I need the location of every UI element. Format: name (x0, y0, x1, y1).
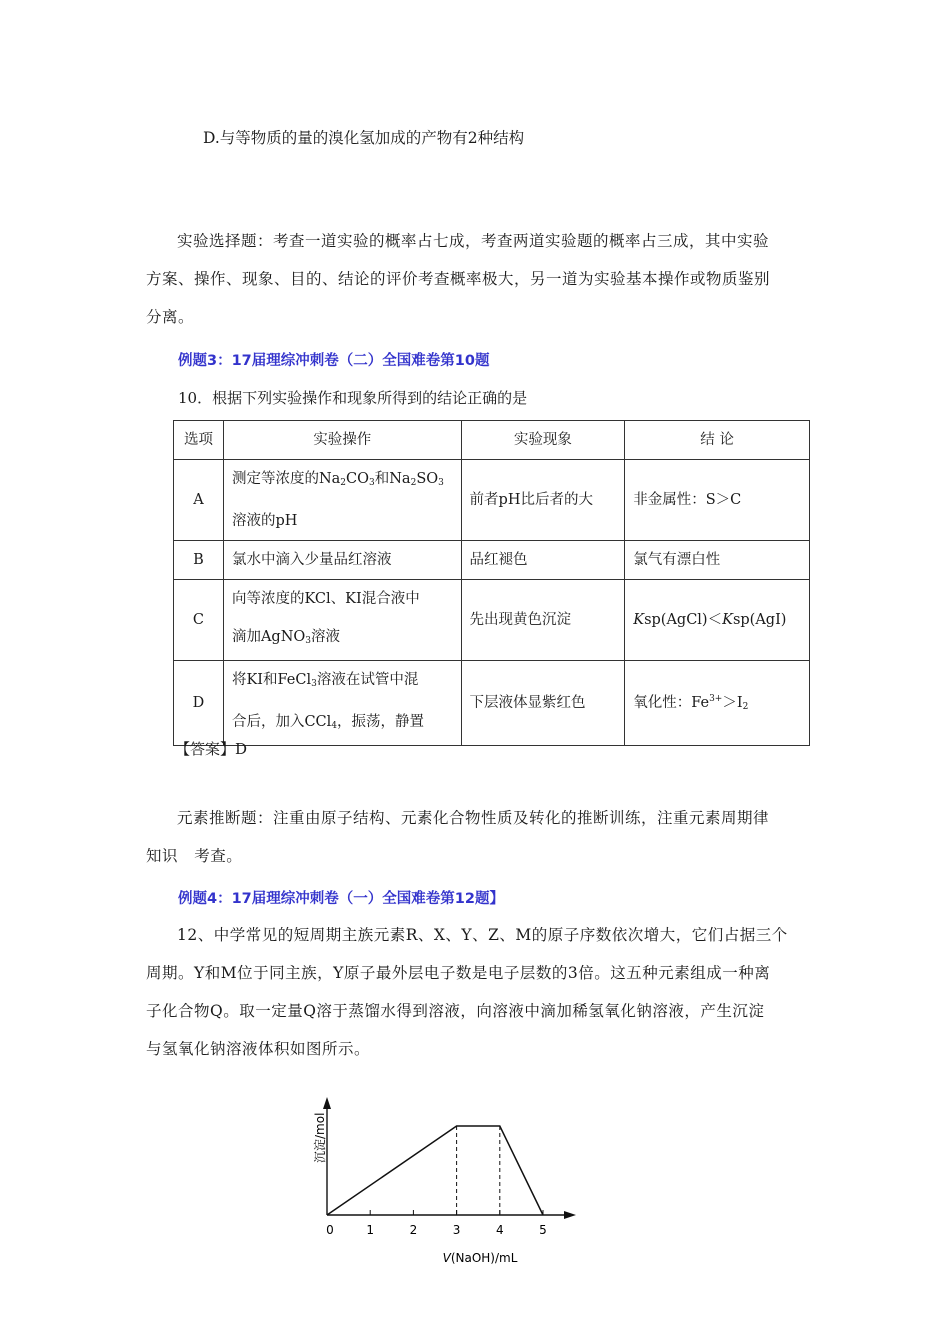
row-operation: 向等浓度的KCl、KI混合液中 滴加AgNO$_3$溶液 (223, 580, 461, 661)
chart-dashes (457, 1126, 500, 1215)
header-phenomenon: 实验现象 (461, 421, 625, 460)
q12-line3: 子化合物Q。取一定量Q溶于蒸馏水得到溶液，向溶液中滴加稀氢氧化钠溶液，产生沉淀 (146, 1002, 765, 1020)
x-tick-label: 0 (326, 1223, 334, 1237)
table-row (174, 460, 810, 541)
row-option: A (174, 460, 224, 541)
row-phenomenon: 先出现黄色沉淀 (461, 580, 625, 661)
table-row (174, 541, 810, 580)
row-operation: 测定等浓度的$Na_2CO_3$和$Na_2SO_3$ 溶液的pH (223, 460, 461, 541)
example3-title: 例题3：17届理综冲刺卷（二）全国难卷第10题 (178, 353, 490, 369)
example4-title: 例题4：17届理综冲刺卷（一）全国难卷第12题】 (178, 891, 504, 907)
row-operation: 氯水中滴入少量品红溶液 (223, 541, 461, 580)
q12-paragraph (146, 916, 810, 1068)
option-d: D.与等物质的量的溴化氢加成的产物有2种结构 (203, 129, 525, 147)
x-tick-label: 2 (409, 1223, 418, 1237)
precipitate-line (327, 1126, 543, 1215)
table-row (174, 661, 810, 746)
row-phenomenon: 下层液体显紫红色 (461, 661, 625, 746)
table-header-row (174, 421, 810, 460)
q12-line2: 周期。Y和M位于同主族，Y原子最外层电子数是电子层数的3倍。这五种元素组成一种离 (146, 964, 771, 982)
intro-paragraph-1 (146, 222, 810, 336)
intro1-line2: 方案、操作、现象、目的、结论的评价考查概率极大，另一道为实验基本操作或物质鉴别 (146, 270, 771, 288)
row-option: C (174, 580, 224, 661)
intro1-line1: 实验选择题：考查一道实验的概率占七成，考查两道实验题的概率占三成，其中实验 (177, 232, 770, 250)
intro1-line3: 分离。 (146, 308, 195, 326)
header-conclusion: 结 论 (625, 421, 810, 460)
experiment-table (173, 420, 810, 746)
precipitate-chart (290, 1085, 590, 1275)
header-operation: 实验操作 (223, 421, 461, 460)
header-option: 选项 (174, 421, 224, 460)
row-option: D (174, 661, 224, 746)
q10-stem: 10．根据下列实验操作和现象所得到的结论正确的是 (178, 389, 528, 407)
y-axis-arrow (323, 1097, 331, 1109)
intro2-line2: 知识 考查。 (146, 847, 243, 865)
x-tick-label: 4 (495, 1223, 504, 1237)
chart-tick-labels (326, 1223, 547, 1237)
answer: 【答案】D (175, 740, 248, 758)
row-conclusion: 氧化性：$Fe^{3+}>I_2$ (625, 661, 810, 746)
x-tick-label: 3 (452, 1223, 461, 1237)
row-operation: 将KI和FeCl$_3$溶液在试管中混 合后，加入CCl$_4$，振荡，静置 (223, 661, 461, 746)
intro-paragraph-2 (146, 799, 810, 875)
x-axis-arrow (564, 1211, 576, 1219)
row-phenomenon: 品红褪色 (461, 541, 625, 580)
x-tick-label: 1 (366, 1223, 375, 1237)
row-conclusion: 氯气有漂白性 (625, 541, 810, 580)
row-conclusion: Ksp(AgCl)＜Ksp(AgI) (625, 580, 810, 661)
intro2-line1: 元素推断题：注重由原子结构、元素化合物性质及转化的推断训练，注重元素周期律 (177, 809, 770, 827)
table-row (174, 580, 810, 661)
chart-axes (323, 1097, 576, 1219)
q12-line1: 12、中学常见的短周期主族元素R、X、Y、Z、M的原子序数依次增大，它们占据三个 (177, 926, 788, 944)
y-axis-label: 沉淀/mol (313, 1112, 327, 1163)
row-phenomenon: 前者pH比后者的大 (461, 460, 625, 541)
q12-line4: 与氢氧化钠溶液体积如图所示。 (146, 1040, 371, 1058)
x-tick-label: 5 (539, 1223, 547, 1237)
row-option: B (174, 541, 224, 580)
row-conclusion: 非金属性：S＞C (625, 460, 810, 541)
x-axis-label: V(NaOH)/mL (442, 1251, 518, 1265)
